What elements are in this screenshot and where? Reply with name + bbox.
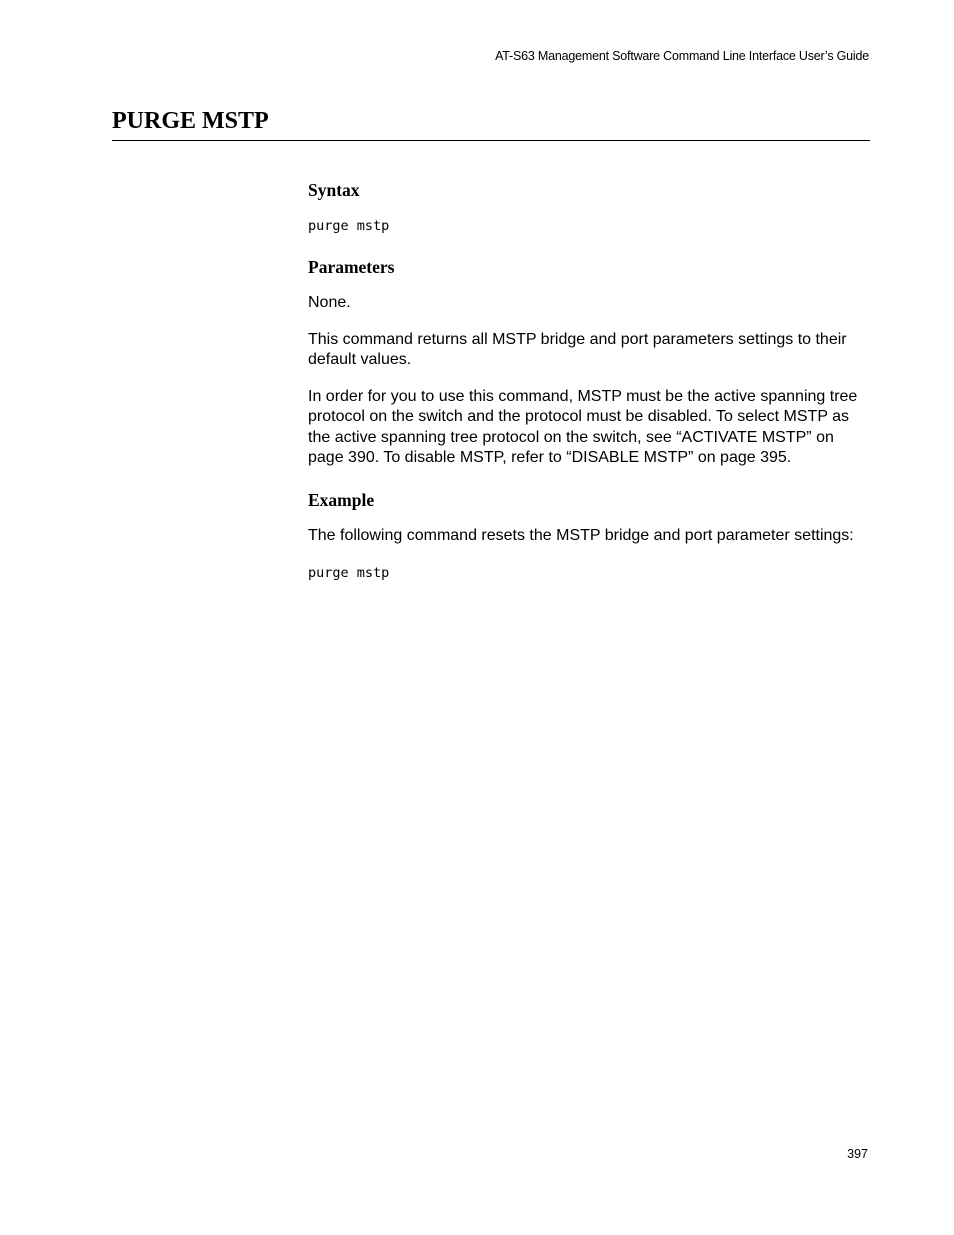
parameters-value: None. <box>308 294 351 311</box>
main-content <box>308 178 870 583</box>
title-divider <box>112 140 870 141</box>
syntax-code: purge mstp <box>308 218 390 234</box>
parameters-heading: Parameters <box>308 257 395 277</box>
example-heading: Example <box>308 489 375 510</box>
command-description: This command returns all MSTP bridge and port parameters settings to their default values. <box>308 330 847 368</box>
page-number: 397 <box>847 1147 868 1161</box>
running-header: AT-S63 Management Software Command Line Interface User’s Guide <box>495 49 869 63</box>
syntax-heading: Syntax <box>308 180 360 200</box>
example-description: The following command resets the MSTP bridge and port parameter settings: <box>308 526 854 544</box>
page-title: PURGE MSTP <box>112 108 269 134</box>
usage-note: In order for you to use this command, MSTP must be the active spanning tree protocol on the switch and the protocol must be disabled. To select MSTP as the active spanning tree protocol on the switch, see “ACTIVATE MSTP” on page 390. To disable MSTP, refer to “DISABLE MSTP” on page 395. <box>308 387 858 466</box>
example-code: purge mstp <box>308 565 390 581</box>
